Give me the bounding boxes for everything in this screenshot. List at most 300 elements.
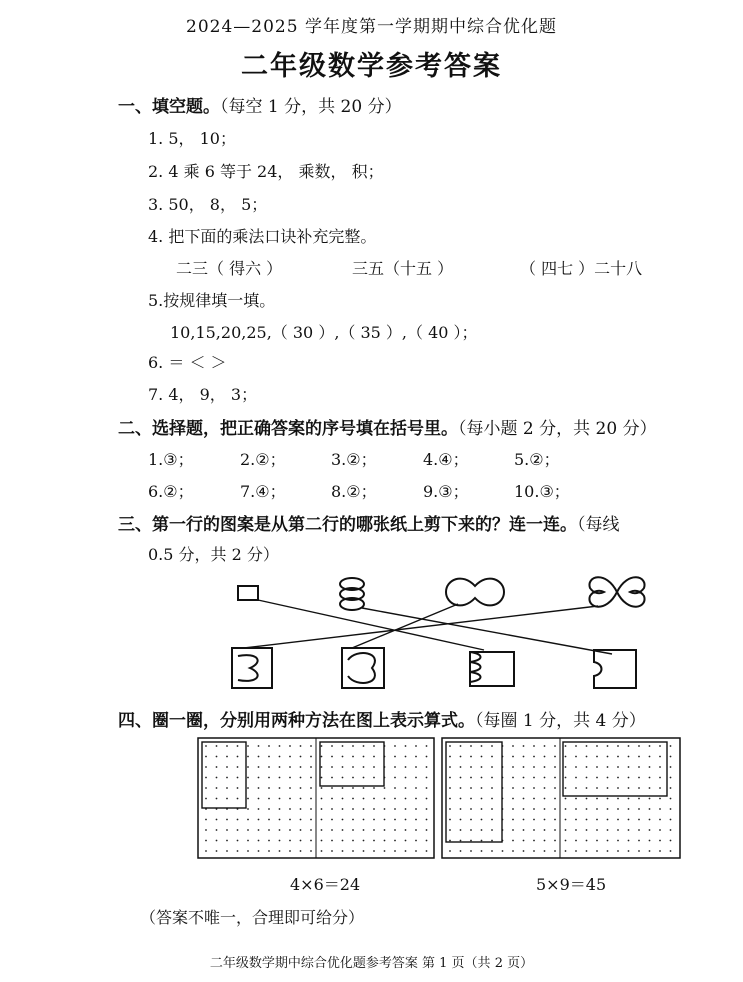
grid-dot <box>628 777 630 779</box>
section-3-note-2: 0.5 分，共 2 分） <box>148 545 279 564</box>
grid-dot <box>384 808 386 810</box>
grid-dot <box>237 850 239 852</box>
grid-dot <box>617 840 619 842</box>
grid-dot <box>373 850 375 852</box>
section-1-heading: 一、填空题。 <box>118 97 220 117</box>
grid-dot <box>670 777 672 779</box>
grid-dot <box>247 766 249 768</box>
grid-dot <box>426 766 428 768</box>
grid-dot <box>216 766 218 768</box>
grid-dot <box>470 829 472 831</box>
grid-dot <box>565 829 567 831</box>
grid-dot <box>226 829 228 831</box>
section-4-title <box>118 706 646 731</box>
grid-dot <box>405 766 407 768</box>
grid-dot <box>512 829 514 831</box>
grid-dot <box>544 808 546 810</box>
grid-dot <box>363 798 365 800</box>
grid-dot <box>426 808 428 810</box>
grid-dot <box>491 766 493 768</box>
grid-dot <box>670 819 672 821</box>
grid-dot <box>258 840 260 842</box>
grid-dot <box>659 808 661 810</box>
page-title: 二年级数学参考答案 <box>241 51 502 82</box>
grid-dot <box>216 819 218 821</box>
grid-dot <box>617 745 619 747</box>
grid-dot <box>628 819 630 821</box>
grid-dot <box>638 745 640 747</box>
grid-dot <box>279 850 281 852</box>
grid-dot <box>205 766 207 768</box>
grid-dot <box>405 745 407 747</box>
answer-1-6: 6. ＝ ＜ ＞ <box>148 353 227 372</box>
grid-dot <box>373 829 375 831</box>
grid-dot <box>237 840 239 842</box>
grid-dot <box>321 787 323 789</box>
grid-dot <box>310 808 312 810</box>
paper-card-3 <box>470 652 514 686</box>
grid-dot <box>512 819 514 821</box>
grid-dot <box>523 808 525 810</box>
grid-dot <box>544 777 546 779</box>
grid-dot <box>331 829 333 831</box>
grid-dot <box>491 840 493 842</box>
grid-dot <box>460 745 462 747</box>
grid-dot <box>512 766 514 768</box>
grading-remark: （答案不唯一，合理即可给分） <box>140 908 365 927</box>
grid-dot <box>523 819 525 821</box>
grid-dot <box>342 787 344 789</box>
grid-dot <box>554 756 556 758</box>
grid-dot <box>649 798 651 800</box>
grid-dot <box>649 777 651 779</box>
grid-dot <box>342 850 344 852</box>
grid-dot <box>554 745 556 747</box>
grid-dot <box>268 840 270 842</box>
grid-dot <box>394 798 396 800</box>
grid-dot <box>352 745 354 747</box>
grid-dot <box>617 829 619 831</box>
dot-grid-right <box>442 738 680 858</box>
grid-dot <box>586 829 588 831</box>
grid-dot <box>289 745 291 747</box>
grid-dot <box>554 829 556 831</box>
grid-dot <box>363 777 365 779</box>
grid-dot <box>481 777 483 779</box>
grid-dot <box>470 756 472 758</box>
grid-dot <box>638 766 640 768</box>
grid-dot <box>649 850 651 852</box>
page-footer: 二年级数学期中综合优化题参考答案 第 1 页（共 2 页） <box>209 956 534 971</box>
grid-dot <box>628 840 630 842</box>
grid-dot <box>268 819 270 821</box>
grid-dot <box>300 808 302 810</box>
grid-dot <box>216 850 218 852</box>
grid-dot <box>449 840 451 842</box>
grid-dot <box>596 798 598 800</box>
grid-dot <box>342 808 344 810</box>
grid-dot <box>352 766 354 768</box>
grid-dot <box>205 819 207 821</box>
grid-dot <box>321 840 323 842</box>
grid-dot <box>544 850 546 852</box>
grid-dot <box>352 840 354 842</box>
grid-dot <box>596 756 598 758</box>
choice-3: 3.②； <box>331 450 377 469</box>
answer-1-7: 7. 4， 9， 3； <box>148 385 258 404</box>
grid-dot <box>586 840 588 842</box>
grid-dot <box>405 777 407 779</box>
grid-dot <box>565 840 567 842</box>
connection-lines <box>244 600 612 654</box>
exam-header: 2024—2025 学年度第一学期期中综合优化题 <box>186 17 557 37</box>
grid-dot <box>237 829 239 831</box>
grid-dot <box>523 756 525 758</box>
grid-dot <box>670 798 672 800</box>
paper-card-2 <box>342 648 384 688</box>
grid-dot <box>279 819 281 821</box>
grid-dot <box>300 766 302 768</box>
grid-dot <box>607 840 609 842</box>
choice-8: 8.②； <box>331 482 377 501</box>
grid-dot <box>247 808 249 810</box>
grid-dot <box>247 829 249 831</box>
grid-dot <box>415 777 417 779</box>
grid-dot <box>659 850 661 852</box>
grid-dot <box>373 787 375 789</box>
grid-dot <box>237 745 239 747</box>
grid-dot <box>607 756 609 758</box>
grid-dot <box>394 745 396 747</box>
grid-dot <box>554 798 556 800</box>
grid-dot <box>279 777 281 779</box>
grid-dot <box>415 850 417 852</box>
choice-10: 10.③； <box>514 482 570 501</box>
grid-dot <box>310 798 312 800</box>
grid-dot <box>289 766 291 768</box>
grid-dot <box>258 819 260 821</box>
grid-dot <box>331 840 333 842</box>
grid-dot <box>342 756 344 758</box>
grid-dot <box>247 745 249 747</box>
grid-dot <box>289 850 291 852</box>
grid-dot <box>533 808 535 810</box>
grid-dot <box>470 798 472 800</box>
grid-dot <box>268 745 270 747</box>
grid-dot <box>289 798 291 800</box>
answer-1-2: 2. 4 乘 6 等于 24， 乘数， 积； <box>148 162 384 181</box>
grid-dot <box>575 777 577 779</box>
grid-dot <box>533 798 535 800</box>
grid-dot <box>575 840 577 842</box>
circle-group-left-2 <box>320 742 384 786</box>
grid-dot <box>638 829 640 831</box>
grid-dot <box>279 766 281 768</box>
grid-dot <box>426 850 428 852</box>
grid-dot <box>373 840 375 842</box>
grid-dot <box>596 808 598 810</box>
grid-dot <box>512 745 514 747</box>
grid-dot <box>247 850 249 852</box>
paper-card-4 <box>594 650 636 688</box>
grid-dot <box>426 819 428 821</box>
grid-dot <box>544 819 546 821</box>
grid-dot <box>226 745 228 747</box>
small-square-shape <box>238 586 258 600</box>
grid-dot <box>310 756 312 758</box>
grid-dot <box>617 777 619 779</box>
grid-dot <box>575 819 577 821</box>
grid-dot <box>310 850 312 852</box>
choice-7: 7.④； <box>240 482 286 501</box>
grid-dot <box>415 798 417 800</box>
grid-dot <box>300 756 302 758</box>
grid-dot <box>449 808 451 810</box>
grid-dot <box>321 829 323 831</box>
grid-dot <box>449 798 451 800</box>
grid-dot <box>331 756 333 758</box>
grid-dot <box>523 829 525 831</box>
grid-dot <box>331 808 333 810</box>
grid-dot <box>449 777 451 779</box>
grid-dot <box>544 798 546 800</box>
grid-dot <box>394 787 396 789</box>
grid-dot <box>586 850 588 852</box>
grid-dot <box>575 808 577 810</box>
grid-dot <box>460 756 462 758</box>
grid-dot <box>649 745 651 747</box>
grid-dot <box>649 787 651 789</box>
grid-dot <box>460 808 462 810</box>
grid-dot <box>512 808 514 810</box>
mnemonic-1: 二三（ 得六 ） <box>176 259 283 278</box>
grid-dot <box>216 756 218 758</box>
grid-dot <box>533 850 535 852</box>
grid-dot <box>659 777 661 779</box>
grid-dot <box>449 756 451 758</box>
choice-1: 1.③； <box>148 450 194 469</box>
grid-dot <box>321 766 323 768</box>
grid-dot <box>394 808 396 810</box>
grid-dot <box>554 850 556 852</box>
grid-dot <box>279 829 281 831</box>
grid-dot <box>247 819 249 821</box>
grid-dot <box>638 840 640 842</box>
grid-dot <box>617 819 619 821</box>
grid-dot <box>394 756 396 758</box>
grid-dot <box>649 766 651 768</box>
grid-dot <box>586 798 588 800</box>
grid-dot <box>384 850 386 852</box>
grid-dot <box>481 745 483 747</box>
grid-dot <box>268 766 270 768</box>
grid-dot <box>415 766 417 768</box>
grid-dot <box>216 745 218 747</box>
grid-dot <box>258 850 260 852</box>
grid-dot <box>470 808 472 810</box>
grid-dot <box>481 787 483 789</box>
grid-dot <box>331 777 333 779</box>
grid-dot <box>394 766 396 768</box>
grid-dot <box>310 787 312 789</box>
grid-dot <box>460 787 462 789</box>
section-3-heading: 三、第一行的图案是从第二行的哪张纸上剪下来的？连一连。 <box>118 515 577 535</box>
grid-dot <box>638 787 640 789</box>
grid-dot <box>628 766 630 768</box>
mnemonic-3: （ 四七 ）二十八 <box>520 259 643 278</box>
grid-dot <box>279 756 281 758</box>
grid-dot <box>226 819 228 821</box>
grid-dot <box>533 756 535 758</box>
grid-dot <box>628 850 630 852</box>
grid-dot <box>237 798 239 800</box>
butterfly-shape <box>589 577 644 607</box>
grid-dot <box>596 745 598 747</box>
grid-dot <box>342 840 344 842</box>
grid-dot <box>565 766 567 768</box>
grid-dot <box>216 840 218 842</box>
grid-dot <box>523 850 525 852</box>
grid-dot <box>628 808 630 810</box>
grid-dot <box>384 787 386 789</box>
grid-dot <box>460 777 462 779</box>
grid-dot <box>659 756 661 758</box>
grid-dot <box>373 808 375 810</box>
grid-dot <box>523 745 525 747</box>
grid-dot <box>279 840 281 842</box>
grid-dot <box>363 840 365 842</box>
grid-dot <box>363 808 365 810</box>
grid-dot <box>565 787 567 789</box>
grid-dot <box>533 745 535 747</box>
grid-dot <box>607 777 609 779</box>
grid-dot <box>258 808 260 810</box>
grid-dot <box>460 819 462 821</box>
grid-dot <box>205 787 207 789</box>
grid-dot <box>554 819 556 821</box>
grid-dot <box>481 829 483 831</box>
grid-dot <box>523 840 525 842</box>
grid-dot <box>470 819 472 821</box>
grid-dot <box>512 756 514 758</box>
grid-dot <box>415 819 417 821</box>
grid-dot <box>649 840 651 842</box>
grid-dot <box>268 787 270 789</box>
grid-dot <box>575 850 577 852</box>
grid-dot <box>596 787 598 789</box>
grid-dot <box>205 777 207 779</box>
grid-dot <box>226 787 228 789</box>
grid-dot <box>352 808 354 810</box>
grid-dot <box>363 756 365 758</box>
grid-dot <box>331 819 333 821</box>
equation-1: 4×6＝24 <box>290 875 361 894</box>
grid-dot <box>205 756 207 758</box>
grid-dot <box>670 745 672 747</box>
grid-dot <box>415 829 417 831</box>
grid-dot <box>310 829 312 831</box>
grid-dot <box>310 766 312 768</box>
grid-dot <box>258 777 260 779</box>
section-3-note-1: （每线 <box>577 515 620 535</box>
grid-dot <box>554 766 556 768</box>
grid-dot <box>258 798 260 800</box>
grid-dot <box>491 777 493 779</box>
grid-dot <box>460 850 462 852</box>
grid-frame-right <box>442 738 680 858</box>
grid-dot <box>289 819 291 821</box>
grid-dot <box>670 808 672 810</box>
grid-dot <box>670 787 672 789</box>
grid-dot <box>575 756 577 758</box>
grid-dot <box>596 829 598 831</box>
grid-dot <box>659 829 661 831</box>
grid-dot <box>426 840 428 842</box>
circle-group-left-1 <box>202 742 246 808</box>
grid-dot <box>415 745 417 747</box>
grid-dot <box>352 829 354 831</box>
grid-dot <box>596 819 598 821</box>
grid-dot <box>247 787 249 789</box>
grid-dot <box>607 850 609 852</box>
grid-dot <box>342 798 344 800</box>
grid-dot <box>342 819 344 821</box>
grid-dot <box>523 777 525 779</box>
grid-dot <box>565 777 567 779</box>
grid-dot <box>607 787 609 789</box>
grid-dot <box>649 808 651 810</box>
choice-4: 4.④； <box>423 450 469 469</box>
grid-dot <box>638 777 640 779</box>
grid-dot <box>268 756 270 758</box>
grid-dot <box>659 766 661 768</box>
grid-dot <box>460 829 462 831</box>
grid-dot <box>268 829 270 831</box>
grid-dot <box>628 798 630 800</box>
grid-dot <box>670 829 672 831</box>
grid-dot <box>544 766 546 768</box>
grid-dot <box>310 840 312 842</box>
grid-dot <box>638 850 640 852</box>
grid-dot <box>310 777 312 779</box>
grid-dot <box>205 850 207 852</box>
grid-dot <box>607 819 609 821</box>
grid-dot <box>460 840 462 842</box>
grid-dot <box>617 766 619 768</box>
grid-dot <box>394 819 396 821</box>
grid-dot <box>268 777 270 779</box>
mnemonic-2: 三五（十五 ） <box>352 259 454 278</box>
grid-dot <box>426 798 428 800</box>
grid-dot <box>405 819 407 821</box>
grid-dot <box>491 756 493 758</box>
grid-dot <box>554 808 556 810</box>
section-2-note: （每小题 2 分，共 20 分） <box>458 419 657 439</box>
grid-dot <box>268 850 270 852</box>
grid-dot <box>300 777 302 779</box>
grid-dot <box>491 745 493 747</box>
grid-dot <box>481 850 483 852</box>
grid-dot <box>289 808 291 810</box>
grid-dot <box>415 808 417 810</box>
grid-dot <box>649 756 651 758</box>
grid-dot <box>565 850 567 852</box>
choice-5: 5.②； <box>514 450 560 469</box>
grid-dot <box>237 766 239 768</box>
grid-dot <box>268 798 270 800</box>
grid-dot <box>237 819 239 821</box>
grid-dot <box>512 787 514 789</box>
